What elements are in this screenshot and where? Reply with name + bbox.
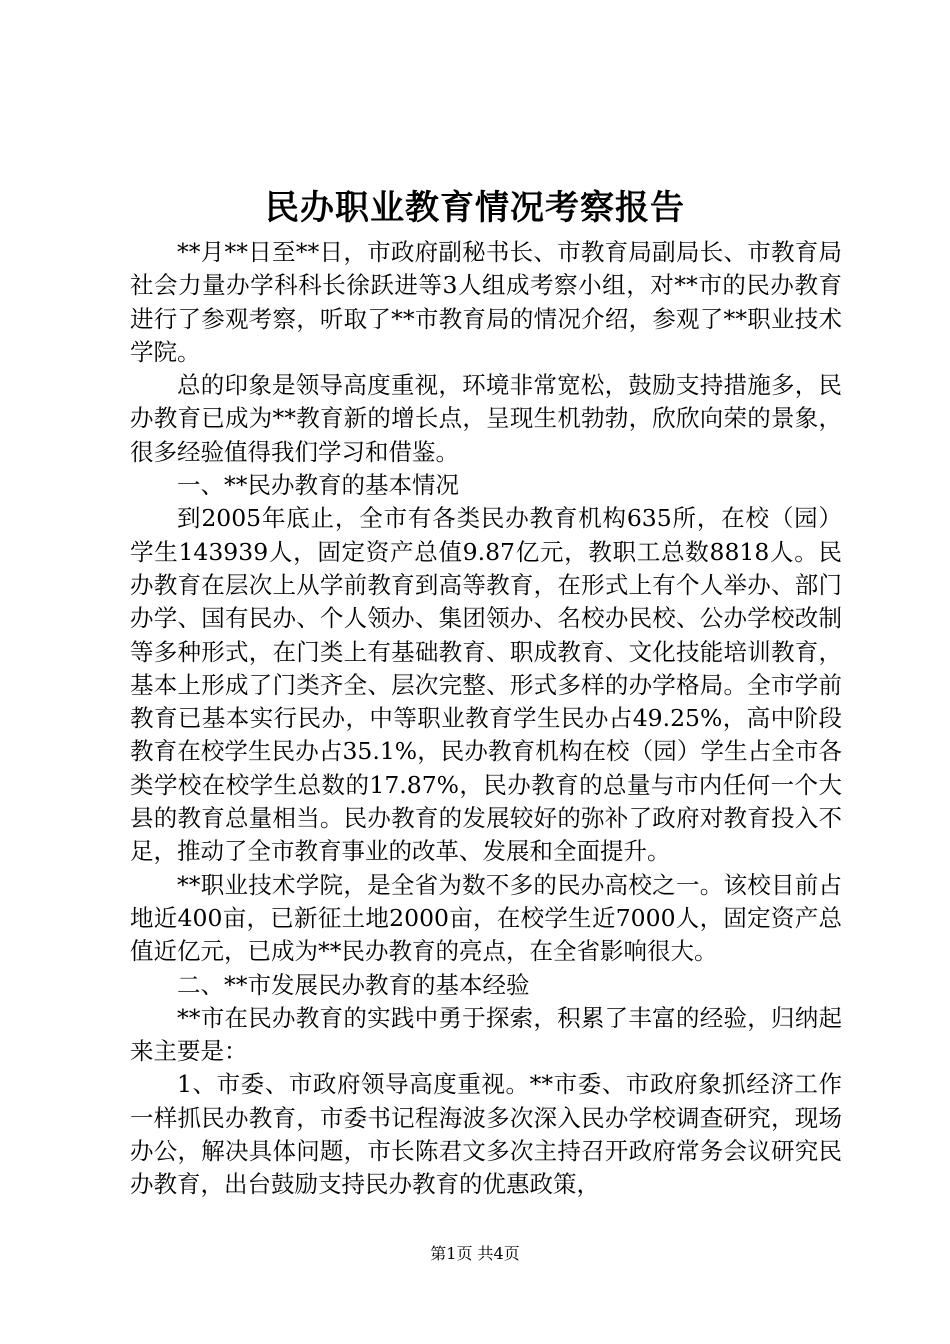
paragraph-experience-1: 1、市委、市政府领导高度重视。**市委、市政府象抓经济工作一样抓民办教育，市委书记程海波多次深入民办学校调查研究，现场办公，解决具体问题，市长陈君文多次主持召开政府常务会议研究民办教育，出台鼓励支持民办教育的优惠政策， bbox=[130, 1070, 842, 1199]
paragraph-basic-situation: 到2005年底止，全市有各类民办教育机构635所，在校（园）学生143939人，固定资产总值9.87亿元，教职工总数8818人。民办教育在层次上从学前教育到高等教育，在形式上有个人举办、部门办学、国有民办、个人领办、集团领办、名校办民校、公办学校改制等多种形式，在门类上有基础教育、职成教育、文化技能培训教育，基本上形成了门类齐全、层次完整、形式多样的办学格局。全市学前教育已基本实行民办，中等职业教育学生民办占49.25%，高中阶段教育在校学生民办占35.1%，民办教育机构在校（园）学生占全市各类学校在校学生总数的17.87%，民办教育的总量与市内任何一个大县的教育总量相当。民办教育的发展较好的弥补了政府对教育投入不足，推动了全市教育事业的改革、发展和全面提升。 bbox=[130, 504, 842, 866]
paragraph-intro: **月**日至**日，市政府副秘书长、市教育局副局长、市教育局社会力量办学科科长徐跃进等3人组成考察小组，对**市的民办教育进行了参观考察，听取了**市教育局的情况介绍，参观了**职业技术学院。 bbox=[130, 238, 842, 366]
paragraph-college: **职业技术学院，是全省为数不多的民办高校之一。该校目前占地近400亩，已新征土地2000亩，在校学生近7000人，固定资产总值近亿元，已成为**民办教育的亮点，在全省影响很大。 bbox=[130, 870, 842, 966]
page-footer: 第1页 共4页 bbox=[430, 1244, 520, 1263]
paragraph-experience-intro: **市在民办教育的实践中勇于探索，积累了丰富的经验，归纳起来主要是： bbox=[130, 1003, 842, 1066]
document-body bbox=[130, 236, 842, 1202]
section-heading-1: 一、**民办教育的基本情况 bbox=[177, 471, 459, 500]
section-heading-2: 二、**市发展民办教育的基本经验 bbox=[177, 970, 530, 999]
paragraph-impression: 总的印象是领导高度重视，环境非常宽松，鼓励支持措施多，民办教育已成为**教育新的增长点，呈现生机勃勃，欣欣向荣的景象，很多经验值得我们学习和借鉴。 bbox=[130, 371, 842, 466]
document-title: 民办职业教育情况考察报告 bbox=[265, 188, 685, 228]
